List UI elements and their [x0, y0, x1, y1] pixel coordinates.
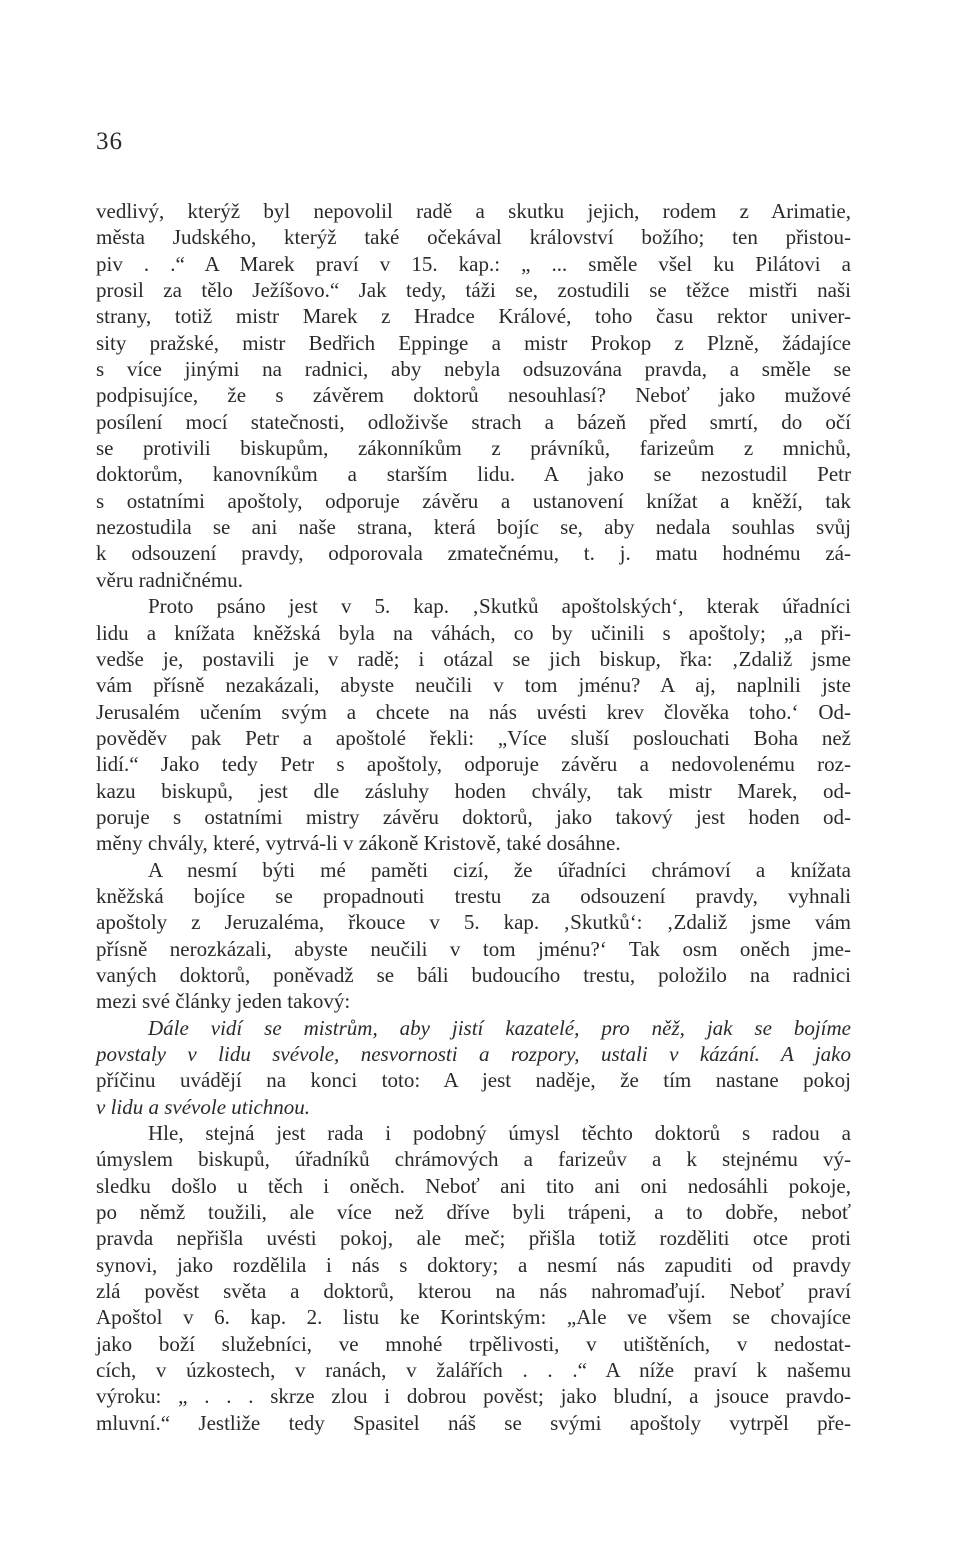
- text-line: lidu a knížata kněžská byla na váhách, co by učinili s apoštoly; „a při-: [96, 620, 851, 645]
- text-line: v lidu a svévole utichnou.: [96, 1094, 311, 1119]
- text-line: pravda nepřišla uvésti pokoj, ale meč; přišla totiž rozděliti otce proti: [96, 1226, 851, 1251]
- text-line: sity pražské, mistr Bedřich Eppinge a mistr Prokop z Plzně, žádajíce: [96, 330, 851, 355]
- text-line: vaných doktorů, poněvadž se báli budoucího trestu, položilo na radnici: [96, 962, 851, 987]
- text-line: lidí.“ Jako tedy Petr s apoštoly, odporuje závěru a nedovolenému roz-: [96, 752, 851, 777]
- text-line: se protivili biskupům, zákonníkům z právníků, farizeům z mnichů,: [96, 436, 851, 461]
- text-line: příčinu uvádějí na konci toto: A jest naděje, že tím nastane pokoj: [96, 1068, 851, 1093]
- text-line: poruje s ostatními mistry závěru doktorů, jako takový jest hoden od-: [96, 804, 851, 829]
- text-line: synovi, jako rozdělila i nás s doktory; a nesmí nás zapuditi od pravdy: [96, 1252, 851, 1277]
- text-line: kazu biskupů, jest dle zásluhy hoden chvály, tak mistr Marek, od-: [96, 778, 851, 803]
- text-line: s více jinými na radnici, aby nebyla odsuzována pravda, a směle se: [96, 357, 851, 382]
- text-line: pověděv pak Petr a apoštolé řekli: „Více sluší poslouchati Boha než: [96, 725, 851, 750]
- text-line: vám přísně nezakázali, abyste neučili v tom jménu? A aj, naplnili jste: [96, 673, 851, 698]
- text-line: měny chvály, které, vytrvá-li v zákoně Kristově, také dosáhne.: [96, 831, 621, 856]
- text-line: věru radničnému.: [96, 567, 243, 592]
- text-line: přísně nerozkázali, abyste neučili v tom jménu?‘ Tak osm oněch jme-: [96, 936, 851, 961]
- text-line: Proto psáno jest v 5. kap. ‚Skutků apoštolských‘, kterak úřadníci: [148, 594, 851, 619]
- text-line: podpisujíce, že s závěrem doktorů nesouhlasí? Neboť jako mužové: [96, 383, 851, 408]
- text-line: piv . .“ A Marek praví v 15. kap.: „ ... směle všel ku Pilátovi a: [96, 251, 851, 276]
- text-line: doktorům, kanovníkům a starším lidu. A jako se nezostudil Petr: [96, 462, 851, 487]
- text-line: Hle, stejná jest rada i podobný úmysl těchto doktorů s radou a: [148, 1121, 851, 1146]
- text-line: sledku došlo u těch i oněch. Neboť ani tito ani oni nedosáhli pokoje,: [96, 1173, 851, 1198]
- text-line: Jerusalém učením svým a chcete na nás uvésti krev člověka toho.‘ Od-: [96, 699, 851, 724]
- text-line: vedše je, postavili je v radě; i otázal se jich biskup, řka: ‚Zdaliž jsme: [96, 646, 851, 671]
- text-line: města Judského, kterýž také očekával království božího; ten přistou-: [96, 225, 851, 250]
- text-line: kněžská bojíce se propadnouti trestu za odsouzení pravdy, vyhnali: [96, 883, 851, 908]
- text-line: posílení mocí statečnosti, odloživše strach a bázeň před smrtí, do očí: [96, 409, 851, 434]
- text-line: A nesmí býti mé paměti cizí, že úřadníci chrámoví a knížata: [148, 857, 851, 882]
- text-line: prosil za tělo Ježíšovo.“ Jak tedy, táži se, zostudili se těžce mistři naši: [96, 278, 851, 303]
- text-line: strany, totiž mistr Marek z Hradce Králové, toho času rektor univer-: [96, 304, 851, 329]
- body-text: [96, 198, 851, 1436]
- text-line: jako boží služebníci, ve mnohé trpělivosti, v utištěních, v nedostat-: [96, 1331, 851, 1356]
- text-line: apoštoly z Jeruzaléma, řkouce v 5. kap. ‚Skutků‘: ‚Zdaliž jsme vám: [96, 910, 851, 935]
- text-line: vedlivý, kterýž byl nepovolil radě a skutku jejich, rodem z Arimatie,: [96, 199, 851, 223]
- text-line: k odsouzení pravdy, odporovala zmatečnému, t. j. matu hodnému zá-: [96, 541, 851, 566]
- text-line: mluvní.“ Jestliže tedy Spasitel náš se svými apoštoly vytrpěl pře-: [96, 1410, 851, 1435]
- text-line: s ostatními apoštoly, odporuje závěru a ustanovení knížat a kněží, tak: [96, 488, 851, 513]
- text-line: Dále vidí se mistrům, aby jistí kazatelé, pro něž, jak se bojíme: [148, 1015, 851, 1040]
- text-line: zlá pověst světa a doktorů, kterou na nás nahromaďují. Neboť praví: [96, 1279, 851, 1304]
- text-line: povstaly v lidu svévole, nesvornosti a rozpory, ustali v kázání. A jako: [96, 1042, 851, 1066]
- text-line: cích, v úzkostech, v ranách, v žalářích . . .“ A níže praví k našemu: [96, 1358, 851, 1383]
- text-line: po němž toužili, ale více než dříve byli trápeni, a to dobře, neboť: [96, 1200, 851, 1225]
- text-line: výroku: „ . . . skrze zlou i dobrou pověst; jako bludní, a jsouce pravdo-: [96, 1384, 851, 1409]
- text-line: Apoštol v 6. kap. 2. listu ke Korintským: „Ale ve všem se chovajíce: [96, 1305, 851, 1330]
- text-line: úmyslem biskupů, úřadníků chrámových a farizeův a k stejnému vý-: [96, 1147, 851, 1172]
- page-number: 36: [96, 128, 123, 155]
- text-line: nezostudila se ani naše strana, která bojíc se, aby nedala souhlas svůj: [96, 515, 851, 540]
- text-line: mezi své články jeden takový:: [96, 989, 351, 1014]
